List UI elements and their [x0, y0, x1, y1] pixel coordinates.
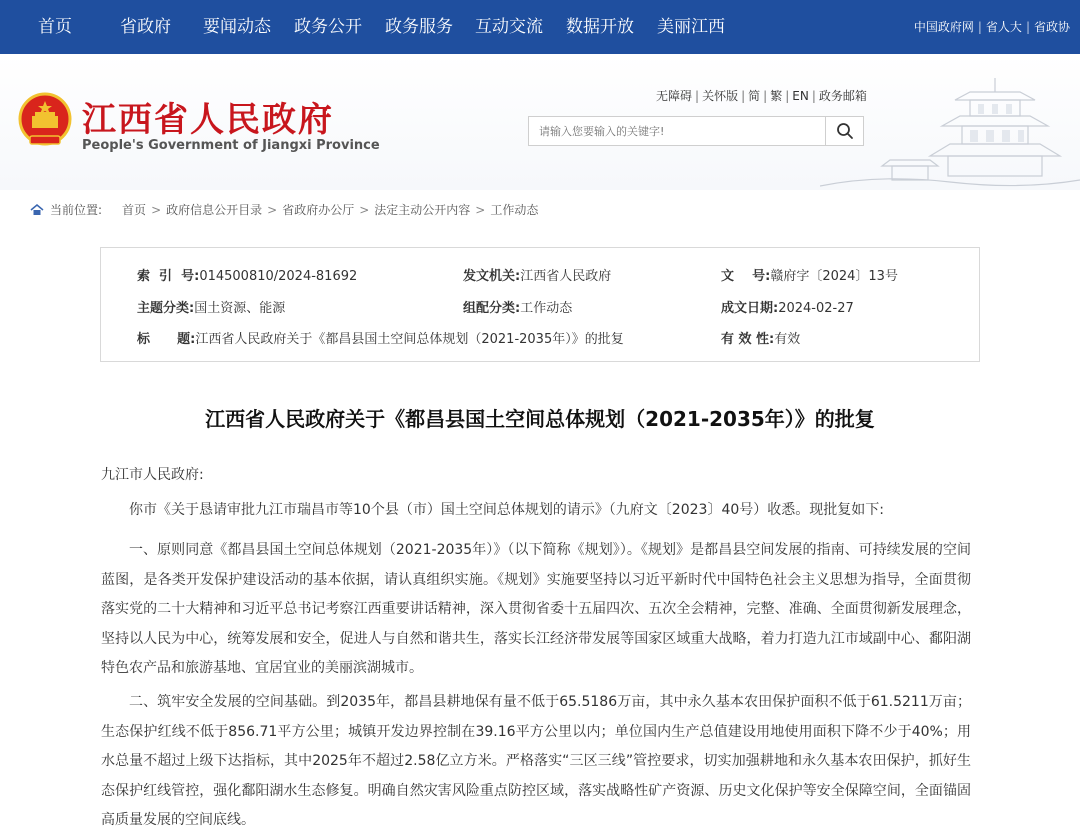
nav-item-home[interactable]: 首页	[38, 17, 72, 37]
nav-item-gov-services[interactable]: 政务服务	[385, 17, 453, 37]
utility-links: 无障碍 | 关怀版 | 简 | 繁 | EN | 政务邮箱	[656, 89, 867, 103]
meta-doc-number: 文 号:赣府字〔2024〕13号	[721, 269, 898, 284]
link-gov-mail[interactable]: 政务邮箱	[818, 89, 867, 103]
breadcrumb: 当前位置: 首页 > 政府信息公开目录 > 省政府办公厅 > 法定主动公开内容 > 工作动态	[30, 201, 538, 218]
meta-validity: 有 效 性:有效	[721, 332, 801, 347]
document-meta-box	[100, 247, 980, 362]
meta-topic: 主题分类:国土资源、能源	[137, 301, 286, 316]
nav-item-province-gov[interactable]: 省政府	[120, 17, 171, 37]
nav-item-gov-affairs-open[interactable]: 政务公开	[294, 17, 362, 37]
link-simplified[interactable]: 简	[748, 89, 761, 103]
meta-group: 组配分类:工作动态	[463, 301, 573, 316]
meta-index: 索 引 号:014500810/2024-81692	[137, 269, 358, 284]
external-links: 中国政府网 | 省人大 | 省政协	[913, 20, 1070, 34]
breadcrumb-work-news[interactable]: 工作动态	[490, 203, 539, 217]
breadcrumb-home[interactable]: 首页	[122, 203, 147, 217]
article-addressee: 九江市人民政府:	[101, 467, 204, 483]
search-input[interactable]	[529, 117, 825, 145]
breadcrumb-info-directory[interactable]: 政府信息公开目录	[166, 203, 263, 217]
link-accessibility[interactable]: 无障碍	[656, 89, 693, 103]
nav-item-news[interactable]: 要闻动态	[203, 17, 271, 37]
nav-item-interaction[interactable]: 互动交流	[475, 17, 543, 37]
article-paragraph-1: 你市《关于恳请审批九江市瑞昌市等10个县（市）国土空间总体规划的请示》（九府文〔2023〕40号）收悉。现批复如下:	[129, 502, 884, 518]
breadcrumb-general-office[interactable]: 省政府办公厅	[282, 203, 355, 217]
pagoda-decoration-icon	[820, 64, 1080, 190]
meta-date: 成文日期:2024-02-27	[721, 301, 854, 316]
site-header	[0, 54, 1080, 190]
link-care-version[interactable]: 关怀版	[702, 89, 739, 103]
search-box	[528, 116, 864, 146]
article-title: 江西省人民政府关于《都昌县国土空间总体规划（2021-2035年）》的批复	[205, 407, 875, 431]
nav-item-beautiful-jiangxi[interactable]: 美丽江西	[657, 17, 725, 37]
national-emblem-icon[interactable]	[18, 92, 72, 148]
site-subtitle: People's Government of Jiangxi Province	[82, 138, 380, 153]
meta-title: 标 题:江西省人民政府关于《都昌县国土空间总体规划（2021-2035年）》的批复	[137, 332, 624, 347]
link-english[interactable]: EN	[792, 89, 809, 103]
breadcrumb-statutory-content[interactable]: 法定主动公开内容	[374, 203, 471, 217]
meta-issuer: 发文机关:江西省人民政府	[463, 269, 612, 284]
link-provincial-cppcc[interactable]: 省政协	[1033, 20, 1070, 34]
breadcrumb-label: 当前位置:	[50, 203, 103, 217]
nav-item-open-data[interactable]: 数据开放	[566, 17, 634, 37]
link-china-gov[interactable]: 中国政府网	[913, 20, 974, 34]
top-nav-bar	[0, 0, 1080, 54]
article-paragraph-3: 二、筑牢安全发展的空间基础。到2035年，都昌县耕地保有量不低于65.5186万亩，其中永久基本农田保护面积不低于61.5211万亩；生态保护红线不低于856.71平方公里；城镇开发边界控制在39.16平方公里以内；单位国内生产总值建设用地使用面积下降不少于40%；用水总量不超过上级下达指标，其中2025年不超过2.58亿立方米。严格落实“三区三线”管控要求，切实加强耕地和永久基本农田保护，抓好生态保护红线管控，强化鄱阳湖水生态修复。明确自然灾害风险重点防控区域，落实战略性矿产资源、历史文化保护等安全保障空间，全面锚固高质量发展的空间底线。	[101, 694, 971, 828]
link-traditional[interactable]: 繁	[770, 89, 783, 103]
article-paragraph-2: 一、原则同意《都昌县国土空间总体规划（2021-2035年）》（以下简称《规划》）。《规划》是都昌县空间发展的指南、可持续发展的空间蓝图，是各类开发保护建设活动的基本依据，请认真组织实施。《规划》实施要坚持以习近平新时代中国特色社会主义思想为指导，全面贯彻落实党的二十大精神和习近平总书记考察江西重要讲话精神，深入贯彻省委十五届四次、五次全会精神，完整、准确、全面贯彻新发展理念，坚持以人民为中心，统筹发展和安全，促进人与自然和谐共生，落实长江经济带发展等国家区域重大战略，着力打造九江市域副中心、鄱阳湖特色农产品和旅游基地、宜居宜业的美丽滨湖城市。	[101, 542, 971, 676]
location-home-icon	[30, 203, 44, 217]
link-provincial-npc[interactable]: 省人大	[985, 20, 1022, 34]
site-title[interactable]: 江西省人民政府	[82, 100, 334, 140]
